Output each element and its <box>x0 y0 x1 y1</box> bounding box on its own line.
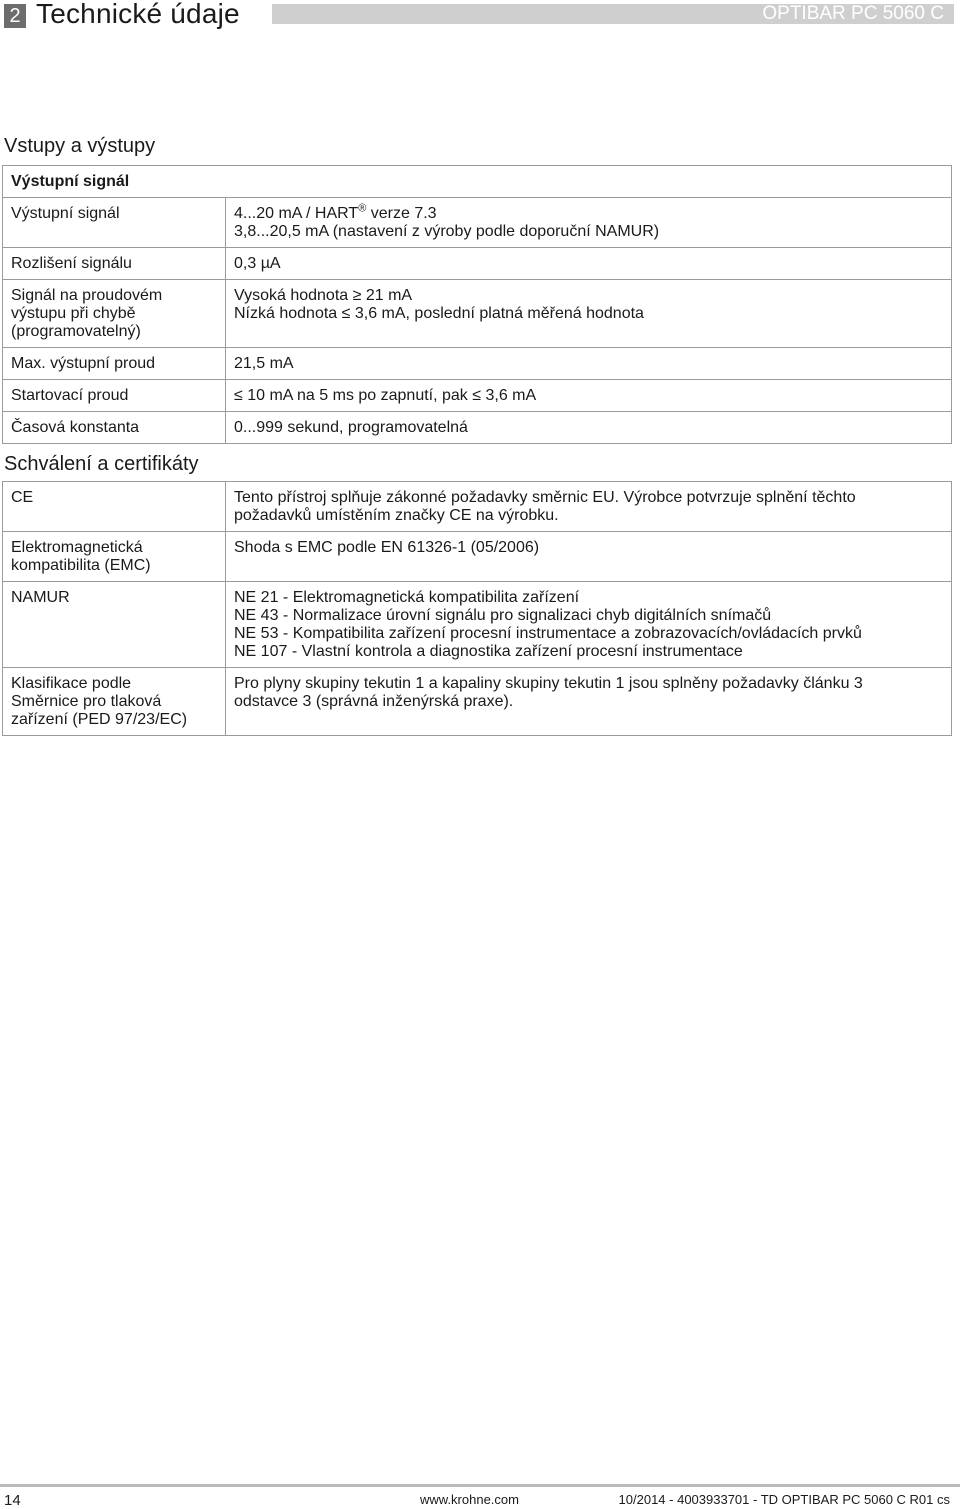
row-label: Max. výstupní proud <box>3 348 226 380</box>
row-value <box>226 532 952 582</box>
footer-doc-ref: 10/2014 - 4003933701 - TD OPTIBAR PC 5060 C R01 cs <box>618 1492 950 1507</box>
section-title-inputs-outputs: Vstupy a výstupy <box>4 135 156 157</box>
value-line: NE 21 - Elektromagnetická kompatibilita zařízení <box>234 589 580 606</box>
chapter-number: 2 <box>4 4 26 28</box>
label-line: výstupu při chybě <box>11 305 136 322</box>
value-line: Vysoká hodnota ≥ 21 mA <box>234 287 413 304</box>
row-label: Rozlišení signálu <box>3 248 226 280</box>
label-line: Signál na proudovém <box>11 287 163 304</box>
row-value: 0,3 µA <box>226 248 952 280</box>
table-row <box>3 412 952 444</box>
page-header <box>0 0 960 30</box>
table-row <box>3 582 952 668</box>
row-value <box>226 280 952 348</box>
value-line: Tento přístroj splňuje zákonné požadavky směrnic EU. Výrobce potvrzuje splnění těchto <box>234 489 856 506</box>
registered-mark: ® <box>358 202 367 215</box>
value-line: 3,8...20,5 mA (nastavení z výroby podle doporuční NAMUR) <box>234 223 660 240</box>
label-line: NAMUR <box>11 589 70 606</box>
inputs-outputs-table <box>2 165 952 444</box>
label-line: Elektromagnetická <box>11 539 143 556</box>
row-value <box>226 668 952 736</box>
table-row <box>3 532 952 582</box>
value-line: odstavce 3 (správná inženýrská praxe). <box>234 693 514 710</box>
approvals-table <box>2 481 952 736</box>
row-label: Startovací proud <box>3 380 226 412</box>
chapter-title: Technické údaje <box>36 0 240 29</box>
table-row <box>3 280 952 348</box>
row-label: Časová konstanta <box>3 412 226 444</box>
table-subheading-row <box>3 166 952 198</box>
row-label <box>3 482 226 532</box>
row-value: 0...999 sekund, programovatelná <box>226 412 952 444</box>
value-line: NE 43 - Normalizace úrovní signálu pro signalizaci chyb digitálních snímačů <box>234 607 772 624</box>
row-value: 21,5 mA <box>226 348 952 380</box>
label-line: (programovatelný) <box>11 323 141 340</box>
product-name: OPTIBAR PC 5060 C <box>762 3 944 24</box>
value-line: NE 107 - Vlastní kontrola a diagnostika zařízení procesní instrumentace <box>234 643 743 660</box>
label-line: Směrnice pro tlaková <box>11 693 162 710</box>
row-value <box>226 198 952 248</box>
table-subheading: Výstupní signál <box>3 166 952 198</box>
page-number: 14 <box>4 1492 21 1509</box>
footer-divider <box>0 1484 960 1487</box>
footer-url: www.krohne.com <box>420 1492 519 1507</box>
table-row <box>3 348 952 380</box>
label-line: Klasifikace podle <box>11 675 132 692</box>
value-line: Pro plyny skupiny tekutin 1 a kapaliny skupiny tekutin 1 jsou splněny požadavky článku 3 <box>234 675 863 692</box>
row-value: ≤ 10 mA na 5 ms po zapnutí, pak ≤ 3,6 mA <box>226 380 952 412</box>
page-footer <box>0 1484 960 1508</box>
row-label: Výstupní signál <box>3 198 226 248</box>
value-line: 4...20 mA / HART <box>234 205 359 222</box>
table-row <box>3 380 952 412</box>
section-title-approvals: Schválení a certifikáty <box>4 453 199 475</box>
value-line: NE 53 - Kompatibilita zařízení procesní instrumentace a zobrazovacích/ovládacích prvků <box>234 625 862 642</box>
row-label <box>3 280 226 348</box>
header-bar <box>272 4 954 24</box>
value-line: požadavků umístěním značky CE na výrobku. <box>234 507 559 524</box>
label-line: kompatibilita (EMC) <box>11 557 151 574</box>
table-row <box>3 668 952 736</box>
row-value <box>226 482 952 532</box>
row-label <box>3 668 226 736</box>
table-row <box>3 482 952 532</box>
value-line: Nízká hodnota ≤ 3,6 mA, poslední platná měřená hodnota <box>234 305 644 322</box>
value-line: Shoda s EMC podle EN 61326-1 (05/2006) <box>234 539 540 556</box>
table-row <box>3 248 952 280</box>
row-label <box>3 582 226 668</box>
value-line: verze 7.3 <box>366 205 437 222</box>
label-line: zařízení (PED 97/23/EC) <box>11 711 188 728</box>
label-line: CE <box>11 489 34 506</box>
table-row <box>3 198 952 248</box>
row-value <box>226 582 952 668</box>
row-label <box>3 532 226 582</box>
